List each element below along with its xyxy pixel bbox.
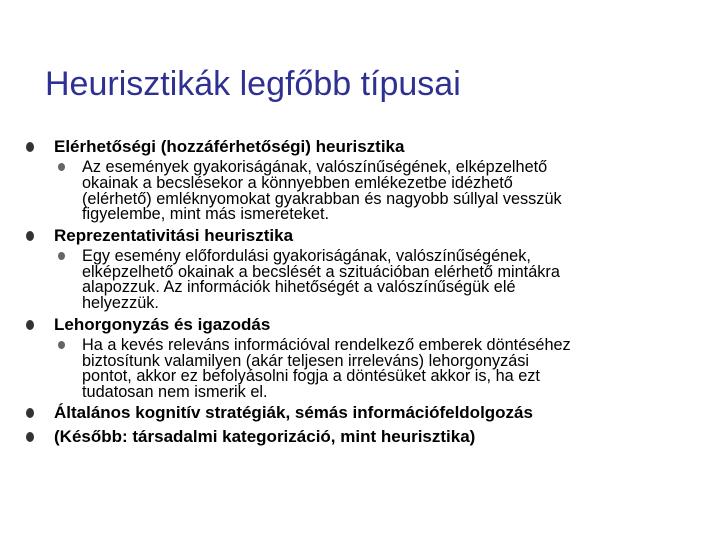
sub-item-text-line: okainak a becslésekor a könnyebben emlékezetbe idézhető — [82, 174, 513, 192]
list-item — [20, 426, 710, 448]
sub-list-item — [54, 336, 710, 401]
bullet-icon — [26, 231, 34, 241]
bullet-icon — [26, 408, 34, 418]
list-item-label: Lehorgonyzás és igazodás — [54, 314, 271, 334]
bullet-icon — [26, 320, 34, 330]
sub-item-text-line: tudatosan nem ismerik el. — [82, 382, 268, 401]
bullet-list — [20, 136, 710, 448]
sub-item-text-line: helyezzük. — [82, 293, 159, 312]
list-item-label: Általános kognitív stratégiák, sémás információfeldolgozás — [54, 403, 533, 423]
sub-item-text-line: alapozzuk. Az információk hihetőségét a valószínűségük elé — [82, 278, 516, 297]
sub-bullet-icon — [58, 252, 65, 260]
sub-bullet-icon — [58, 163, 65, 171]
sub-item-text-line: pontot, akkor ez befolyásolni fogja a döntésüket akkor is, ha ezt — [82, 367, 540, 386]
list-item-label: (Később: társadalmi kategorizáció, mint heurisztika) — [54, 427, 476, 447]
slide-title: Heurisztikák legfőbb típusai — [45, 65, 461, 103]
list-item — [20, 402, 710, 424]
sub-item-text-line: Az események gyakoriságának, valószínűségének, elképzelhető — [82, 158, 548, 176]
list-item-label: Elérhetőségi (hozzáférhetőségi) heurisztika — [54, 137, 405, 156]
sub-list-item — [54, 158, 710, 223]
sub-item-text-line: Egy esemény előfordulási gyakoriságának, valószínűségének, — [82, 246, 531, 265]
sub-list-item — [54, 247, 710, 312]
list-item — [20, 225, 710, 312]
sub-item-text-line: figyelembe, mint más ismereteket. — [82, 205, 330, 224]
list-item-label: Reprezentativitási heurisztika — [54, 225, 294, 245]
sub-item-text-line: elképzelhető okainak a becslését a szituációban elérhető mintákra — [82, 262, 560, 281]
sub-item-text-line: biztosítunk valamilyen (akár teljesen irreleváns) lehorgonyzási — [82, 351, 530, 370]
list-item — [20, 136, 710, 223]
bullet-icon — [26, 432, 34, 442]
list-item — [20, 314, 710, 401]
sub-bullet-icon — [58, 341, 65, 349]
bullet-icon — [26, 142, 34, 152]
sub-item-text-line: Ha a kevés releváns információval rendelkező emberek döntéséhez — [82, 335, 571, 354]
sub-item-text-line: (elérhető) emléknyomokat gyakrabban és nagyobb súllyal vesszük — [82, 189, 562, 208]
